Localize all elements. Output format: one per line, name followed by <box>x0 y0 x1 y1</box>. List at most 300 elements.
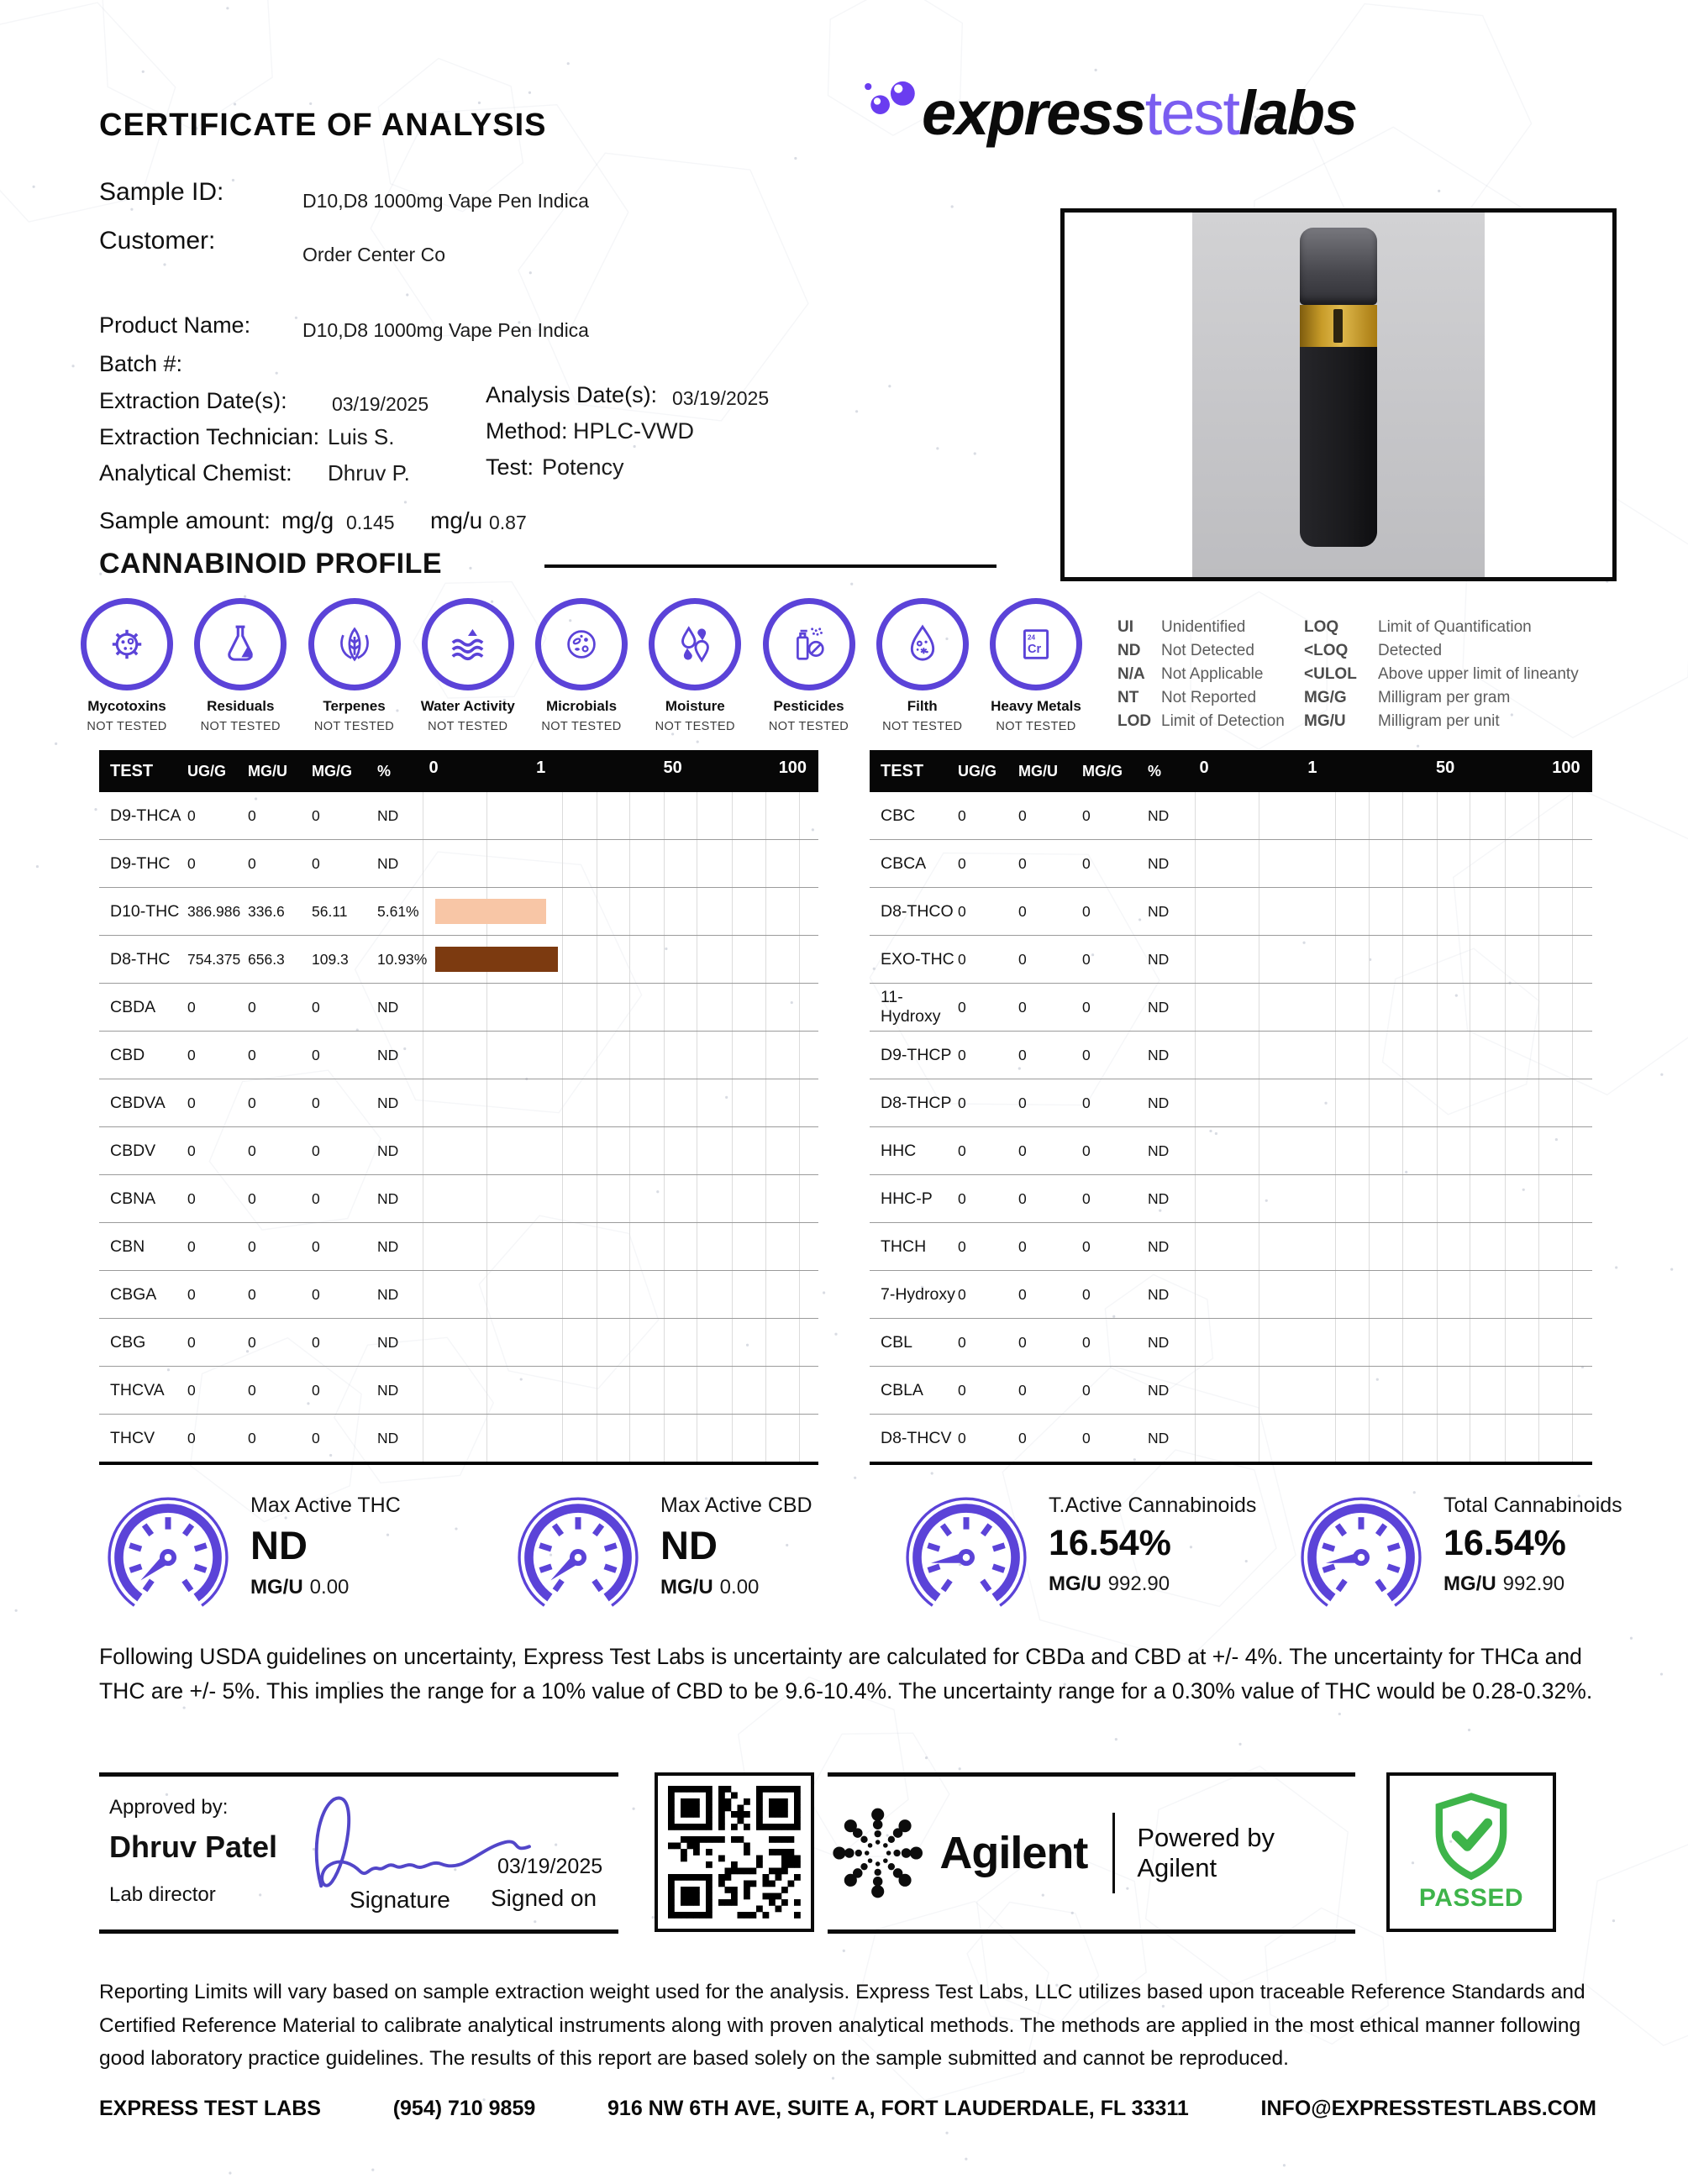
col-mgg: MG/G <box>312 762 352 780</box>
mgu-value: 0 <box>248 998 256 1016</box>
legend-row <box>1304 689 1579 707</box>
analyte-name: CBDV <box>110 1141 156 1160</box>
product-photo <box>1060 208 1617 581</box>
residuals-flask-icon <box>194 598 287 690</box>
scale-1: 1 <box>1307 759 1317 777</box>
passed-badge <box>1386 1772 1556 1932</box>
extraction-technician-label: Extraction Technician: <box>99 424 320 449</box>
pct-value: ND <box>1148 1094 1170 1111</box>
gauge-max-active-cbd <box>504 1488 812 1616</box>
sample-amount-label: Sample amount: <box>99 507 271 533</box>
mgg-value: 0 <box>1082 854 1091 872</box>
signature-label: Signature <box>350 1887 450 1913</box>
col-test: TEST <box>881 761 924 780</box>
mgg-value: 56.11 <box>312 902 348 920</box>
analyte-name: CBDVA <box>110 1093 166 1112</box>
bar-chart-cell <box>1191 1319 1592 1366</box>
mgu-value: 0 <box>248 1285 256 1303</box>
bar-chart-cell <box>421 888 818 935</box>
bar-chart-cell <box>1191 1367 1592 1414</box>
legend-text: Unidentified <box>1161 618 1246 636</box>
panel-status: NOT TESTED <box>882 720 963 733</box>
table-body <box>870 792 1592 1465</box>
legend-abbr: N/A <box>1117 665 1145 683</box>
analyte-name: 11-Hydroxy <box>881 988 941 1026</box>
analytical-chemist-value: Dhruv P. <box>328 460 410 486</box>
mgg-value: 0 <box>312 1094 320 1111</box>
panel-heavy-metals <box>981 598 1091 733</box>
table-row <box>870 1079 1592 1127</box>
reporting-limits-disclaimer: Reporting Limits will vary based on sample extraction weight used for the analysis. Express Test Labs, LLC utilizes based upon traceable Reference Standards and Certified Reference Material to calibrate analytical instruments along with proven analytical methods. The methods are applied in the most ethical manner following good laboratory practice guidelines. The results of this report are based solely on the sample submitted and cannot be reproduced. <box>99 1981 1585 2071</box>
pct-value: ND <box>1148 1333 1170 1351</box>
section-rule <box>544 564 996 568</box>
analyte-name: CBC <box>881 806 916 825</box>
analytical-chemist-label: Analytical Chemist: <box>99 460 292 486</box>
mgg-value: 0 <box>1082 1046 1091 1063</box>
table-body <box>99 792 818 1465</box>
legend-abbr: MG/U <box>1304 712 1346 730</box>
legend-text: Milligram per unit <box>1378 712 1500 730</box>
mgu-value: 0 <box>1018 806 1027 824</box>
pesticides-spray-icon <box>763 598 855 690</box>
mgu-value: 0 <box>248 1333 256 1351</box>
analyte-name: THCH <box>881 1236 927 1256</box>
mgu-value: 0 <box>248 1237 256 1255</box>
legend-row <box>1117 665 1285 684</box>
analyte-name: CBN <box>110 1236 145 1256</box>
ugg-value: 0 <box>958 1142 966 1159</box>
phone-number: (954) 710 9859 <box>392 2097 536 2120</box>
bar-chart-cell <box>1191 1079 1592 1126</box>
gauge-value: ND <box>660 1523 718 1567</box>
legend-abbr: <LOQ <box>1304 642 1349 659</box>
extraction-technician-value: Luis S. <box>328 424 395 449</box>
bar-chart-cell <box>421 1175 818 1222</box>
mgu-value: 0 <box>1018 1189 1027 1207</box>
mgu-value: 0 <box>248 1046 256 1063</box>
table-row <box>99 888 818 936</box>
agilent-tagline: Powered by Agilent <box>1137 1823 1275 1882</box>
analyte-name: D9-THCP <box>881 1045 952 1064</box>
mgu-value: 0 <box>1018 1237 1027 1255</box>
bar-chart-cell <box>1191 1032 1592 1079</box>
analyte-name: D8-THCO <box>881 901 954 921</box>
bar-chart-cell <box>421 1079 818 1126</box>
panel-status: NOT TESTED <box>428 720 508 733</box>
product-name-label: Product Name: <box>99 312 251 338</box>
panel-label: Moisture <box>665 698 725 714</box>
pct-value: ND <box>377 998 399 1016</box>
mycotoxins-icon <box>81 598 173 690</box>
table-row <box>99 936 818 984</box>
table-header <box>99 750 818 792</box>
mgg-value: 0 <box>1082 1189 1091 1207</box>
test-label: Test: <box>486 454 534 480</box>
table-row <box>870 1415 1592 1462</box>
pct-value: ND <box>377 1142 399 1159</box>
pct-value: ND <box>377 1333 399 1351</box>
analyte-name: CBGA <box>110 1284 157 1304</box>
ugg-value: 0 <box>958 854 966 872</box>
table-row <box>99 1415 818 1462</box>
mgg-value: 0 <box>1082 1142 1091 1159</box>
ugg-value: 0 <box>187 1142 196 1159</box>
legend-row <box>1304 712 1579 731</box>
ugg-value: 754.375 <box>187 950 241 968</box>
ugg-value: 0 <box>958 1381 966 1399</box>
pct-value: ND <box>1148 1429 1170 1446</box>
pct-value: ND <box>1148 1046 1170 1063</box>
ugg-value: 0 <box>958 1429 966 1446</box>
panel-status: NOT TESTED <box>541 720 622 733</box>
mgu-value: 0 <box>248 1094 256 1111</box>
bar-chart-cell <box>1191 1415 1592 1462</box>
pct-value: ND <box>1148 1285 1170 1303</box>
pct-value: ND <box>377 1237 399 1255</box>
table-row <box>99 1319 818 1367</box>
legend-text: Not Reported <box>1161 689 1257 706</box>
ugg-value: 0 <box>187 1094 196 1111</box>
legend-text: Above upper limit of lineanty <box>1378 665 1579 683</box>
legend-abbr: MG/G <box>1304 689 1347 706</box>
table-row <box>99 1223 818 1271</box>
mgu-value: 0 <box>1018 1046 1027 1063</box>
bar-chart-cell <box>421 984 818 1031</box>
customer-value: Order Center Co <box>302 244 446 265</box>
table-row <box>870 1032 1592 1079</box>
water-activity-waves-icon <box>422 598 514 690</box>
gauge-unit-value: 992.90 <box>1107 1572 1170 1596</box>
mgg-value: 0 <box>312 1285 320 1303</box>
pct-value: ND <box>377 1381 399 1399</box>
mgg-value: 0 <box>312 1429 320 1446</box>
ugg-value: 0 <box>958 1237 966 1255</box>
vape-pen-body <box>1300 347 1377 547</box>
mgg-value: 0 <box>312 1333 320 1351</box>
bar-chart-cell <box>421 1032 818 1079</box>
mgg-value: 0 <box>312 1237 320 1255</box>
panel-residuals <box>186 598 295 733</box>
qr-code <box>655 1772 814 1932</box>
pct-value: ND <box>1148 1142 1170 1159</box>
bar-chart-cell <box>421 792 818 839</box>
logo-test: test <box>1144 78 1239 148</box>
scale-100: 100 <box>778 759 807 777</box>
mgu-value: 0 <box>1018 1285 1027 1303</box>
legend-abbr: ND <box>1117 642 1141 659</box>
analyte-name: CBCA <box>881 853 927 873</box>
legend-row <box>1117 618 1285 637</box>
bar-chart-cell <box>1191 1175 1592 1222</box>
gauge-max-active-thc <box>94 1488 401 1616</box>
analyte-name: THCVA <box>110 1380 165 1399</box>
ugg-value: 0 <box>187 1381 196 1399</box>
bar-chart-cell <box>421 1271 818 1318</box>
pct-value: ND <box>1148 1381 1170 1399</box>
mgg-value: 0 <box>1082 1285 1091 1303</box>
pct-value: ND <box>377 1429 399 1446</box>
legend-row <box>1117 642 1285 660</box>
col-mgu: MG/U <box>1018 762 1058 780</box>
gauge-unit-value: 992.90 <box>1502 1572 1565 1596</box>
gauge-icon <box>94 1488 242 1616</box>
analyte-name: D8-THCV <box>881 1428 952 1447</box>
pct-value: ND <box>377 1094 399 1111</box>
bar-chart-cell <box>1191 888 1592 935</box>
table-row <box>99 1079 818 1127</box>
product-photo-backdrop <box>1192 213 1485 577</box>
gauge-title: T.Active Cannabinoids <box>1049 1494 1257 1517</box>
section-title: CANNABINOID PROFILE <box>99 548 443 580</box>
gauge-value: ND <box>250 1523 308 1567</box>
bar-chart-cell <box>421 1319 818 1366</box>
cannabinoid-table-left <box>99 750 818 1465</box>
analyte-name: CBD <box>110 1045 145 1064</box>
mgu-value: 0 <box>1018 1094 1027 1111</box>
mgg-value: 0 <box>1082 1381 1091 1399</box>
gauge-total-cannabinoids <box>1287 1488 1622 1616</box>
mgg-value: 0.145 <box>346 512 395 533</box>
sample-id-value: D10,D8 1000mg Vape Pen Indica <box>302 190 589 212</box>
scale-1: 1 <box>536 759 546 777</box>
mgu-value: 656.3 <box>248 950 285 968</box>
mgu-value: 0 <box>248 1381 256 1399</box>
legend-text: Detected <box>1378 642 1443 659</box>
col-mgu: MG/U <box>248 762 287 780</box>
analysis-date-label: Analysis Date(s): <box>486 382 658 407</box>
scale-0: 0 <box>1199 759 1209 777</box>
mgu-value: 0 <box>248 1142 256 1159</box>
signed-on-date: 03/19/2025 <box>497 1855 603 1878</box>
lab-address: 916 NW 6TH AVE, SUITE A, FORT LAUDERDALE, FL 33311 <box>607 2097 1189 2120</box>
agilent-brand: Agilent <box>939 1828 1088 1878</box>
table-row <box>99 1032 818 1079</box>
bar-chart-cell <box>1191 1223 1592 1270</box>
mgg-value: 0 <box>312 854 320 872</box>
analyte-name: D8-THCP <box>881 1093 952 1112</box>
bar-chart-cell <box>1191 936 1592 983</box>
concentration-bar <box>435 947 559 972</box>
mgg-value: 0 <box>1082 902 1091 920</box>
bar-chart-cell <box>1191 840 1592 887</box>
ugg-value: 0 <box>187 1285 196 1303</box>
mgu-value: 0 <box>1018 998 1027 1016</box>
analyte-name: EXO-THC <box>881 949 954 969</box>
analyte-name: HHC-P <box>881 1189 933 1208</box>
analyte-name: D9-THCA <box>110 806 181 825</box>
scale-50: 50 <box>663 759 682 777</box>
col-pct: % <box>377 762 392 780</box>
col-test: TEST <box>110 761 154 780</box>
ugg-value: 0 <box>187 854 196 872</box>
page-title: CERTIFICATE OF ANALYSIS <box>99 108 547 143</box>
table-row <box>99 1175 818 1223</box>
agilent-attribution <box>828 1772 1355 1934</box>
panel-microbials <box>527 598 636 733</box>
pct-value: 5.61% <box>377 902 419 920</box>
table-row <box>870 1367 1592 1415</box>
mgg-value: 0 <box>312 998 320 1016</box>
heavy-metals-cr-icon <box>990 598 1082 690</box>
mgg-value: 109.3 <box>312 950 349 968</box>
ugg-value: 0 <box>187 1237 196 1255</box>
pct-value: ND <box>377 854 399 872</box>
mgg-value: 0 <box>312 1189 320 1207</box>
pct-value: ND <box>1148 1189 1170 1207</box>
ugg-value: 0 <box>958 950 966 968</box>
bar-chart-cell <box>421 840 818 887</box>
analyte-name: CBG <box>110 1332 146 1352</box>
mgu-value: 0 <box>248 854 256 872</box>
bar-chart-cell <box>1191 984 1592 1031</box>
mgu-value: 0 <box>1018 854 1027 872</box>
terpenes-leaf-icon <box>308 598 401 690</box>
table-header <box>870 750 1592 792</box>
uncertainty-note: Following USDA guidelines on uncertainty, Express Test Labs is uncertainty are calculated for CBDa and CBD at +/- 4%. The uncertainty for THCa and THC are +/- 5%. This implies the range for a 10% value of CBD to be 9.6-10.4%. The uncertainty range for a 0.30% value of THC would be 0.28-0.32%. <box>99 1644 1593 1704</box>
vape-pen-oil-window <box>1300 305 1377 347</box>
col-ugg: UG/G <box>187 762 227 780</box>
divider <box>1112 1813 1115 1893</box>
customer-label: Customer: <box>99 227 216 255</box>
gauge-title: Max Active CBD <box>660 1494 812 1517</box>
ugg-value: 0 <box>958 902 966 920</box>
passed-shield-icon <box>1428 1792 1515 1882</box>
analyte-name: CBL <box>881 1332 912 1352</box>
mgu-value: 0 <box>1018 1381 1027 1399</box>
gauge-unit-label: MG/U <box>1443 1572 1496 1596</box>
panel-label: Heavy Metals <box>991 698 1081 714</box>
gauge-icon <box>892 1488 1040 1616</box>
mgg-value: 0 <box>1082 1333 1091 1351</box>
gauge-unit-label: MG/U <box>1049 1572 1102 1596</box>
ugg-value: 0 <box>187 1046 196 1063</box>
mgg-value: 0 <box>1082 998 1091 1016</box>
mgg-label: mg/g <box>281 507 334 533</box>
gauge-value: 16.54% <box>1443 1523 1566 1563</box>
table-row <box>870 888 1592 936</box>
mgu-value: 0 <box>1018 902 1027 920</box>
table-row <box>870 936 1592 984</box>
table-row <box>870 1127 1592 1175</box>
analyte-name: 7-Hydroxy <box>881 1284 955 1304</box>
mgu-value: 0 <box>1018 1429 1027 1446</box>
analyte-name: CBNA <box>110 1189 156 1208</box>
filth-drop-icon <box>876 598 969 690</box>
batch-label: Batch #: <box>99 351 183 376</box>
signed-on-label: Signed on <box>491 1885 597 1911</box>
panel-label: Filth <box>907 698 938 714</box>
mgu-label: mg/u <box>430 507 483 533</box>
mgu-value: 0 <box>1018 950 1027 968</box>
pct-value: ND <box>1148 998 1170 1016</box>
bar-chart-cell <box>1191 1271 1592 1318</box>
panel-status: NOT TESTED <box>87 720 167 733</box>
table-row <box>99 1271 818 1319</box>
mgu-value: 336.6 <box>248 902 285 920</box>
mgg-value: 0 <box>312 806 320 824</box>
approver-role: Lab director <box>109 1883 216 1906</box>
test-value: Potency <box>542 454 624 480</box>
legend-row <box>1304 642 1579 660</box>
approved-by-label: Approved by: <box>109 1796 229 1819</box>
legend-row <box>1117 689 1285 707</box>
express-test-labs-logo <box>861 76 1357 148</box>
company-name: EXPRESS TEST LABS <box>99 2097 321 2120</box>
pct-value: ND <box>377 806 399 824</box>
legend-abbr: <ULOL <box>1304 665 1357 683</box>
col-pct: % <box>1148 762 1162 780</box>
table-row <box>870 1271 1592 1319</box>
panel-label: Pesticides <box>773 698 844 714</box>
ugg-value: 0 <box>187 806 196 824</box>
mgu-value: 0 <box>248 806 256 824</box>
bar-chart-cell <box>421 1223 818 1270</box>
gauge-icon <box>504 1488 652 1616</box>
pct-value: ND <box>1148 902 1170 920</box>
table-row <box>870 984 1592 1032</box>
analyte-name: CBLA <box>881 1380 923 1399</box>
concentration-bar <box>435 899 546 924</box>
svg-text:24: 24 <box>1028 633 1036 642</box>
method-value: HPLC-VWD <box>573 418 695 444</box>
legend-abbr: UI <box>1117 618 1133 636</box>
logo-text <box>922 78 1357 148</box>
analyte-name: D8-THC <box>110 949 171 969</box>
panel-status: NOT TESTED <box>996 720 1076 733</box>
legend-abbr: LOQ <box>1304 618 1339 636</box>
table-row <box>870 792 1592 840</box>
scale-header <box>1191 750 1592 792</box>
svg-text:Cr: Cr <box>1028 642 1042 656</box>
screening-panels-row <box>72 598 1091 733</box>
panel-terpenes <box>300 598 409 733</box>
panel-water-activity <box>413 598 523 733</box>
passed-label: PASSED <box>1418 1884 1524 1912</box>
mgg-value: 0 <box>312 1142 320 1159</box>
bar-chart-cell <box>421 1127 818 1174</box>
ugg-value: 0 <box>187 998 196 1016</box>
mgu-value: 0.87 <box>489 512 527 533</box>
footer-contact-row <box>99 2097 1596 2121</box>
gauge-title: Total Cannabinoids <box>1443 1494 1622 1517</box>
table-row <box>99 1367 818 1415</box>
gauge-icon <box>1287 1488 1435 1616</box>
legend-abbr: NT <box>1117 689 1139 706</box>
pct-value: ND <box>377 1046 399 1063</box>
table-row <box>99 792 818 840</box>
table-row <box>99 984 818 1032</box>
panel-label: Water Activity <box>420 698 515 714</box>
panel-status: NOT TESTED <box>768 720 849 733</box>
vape-pen-mouthpiece <box>1300 228 1377 305</box>
method-label: Method: <box>486 418 568 444</box>
ugg-value: 0 <box>958 1189 966 1207</box>
ugg-value: 0 <box>187 1429 196 1446</box>
logo-express: express <box>922 78 1145 148</box>
extraction-date-value: 03/19/2025 <box>332 393 429 415</box>
table-row <box>870 1319 1592 1367</box>
pct-value: ND <box>1148 950 1170 968</box>
panel-label: Residuals <box>207 698 275 714</box>
agilent-spark-icon <box>828 1802 928 1904</box>
approver-name: Dhruv Patel <box>109 1830 278 1864</box>
legend-column-1 <box>1117 618 1285 736</box>
ugg-value: 0 <box>958 998 966 1016</box>
mgg-value: 0 <box>1082 950 1091 968</box>
pct-value: ND <box>377 1189 399 1207</box>
mgu-value: 0 <box>1018 1333 1027 1351</box>
mgg-value: 0 <box>1082 1094 1091 1111</box>
